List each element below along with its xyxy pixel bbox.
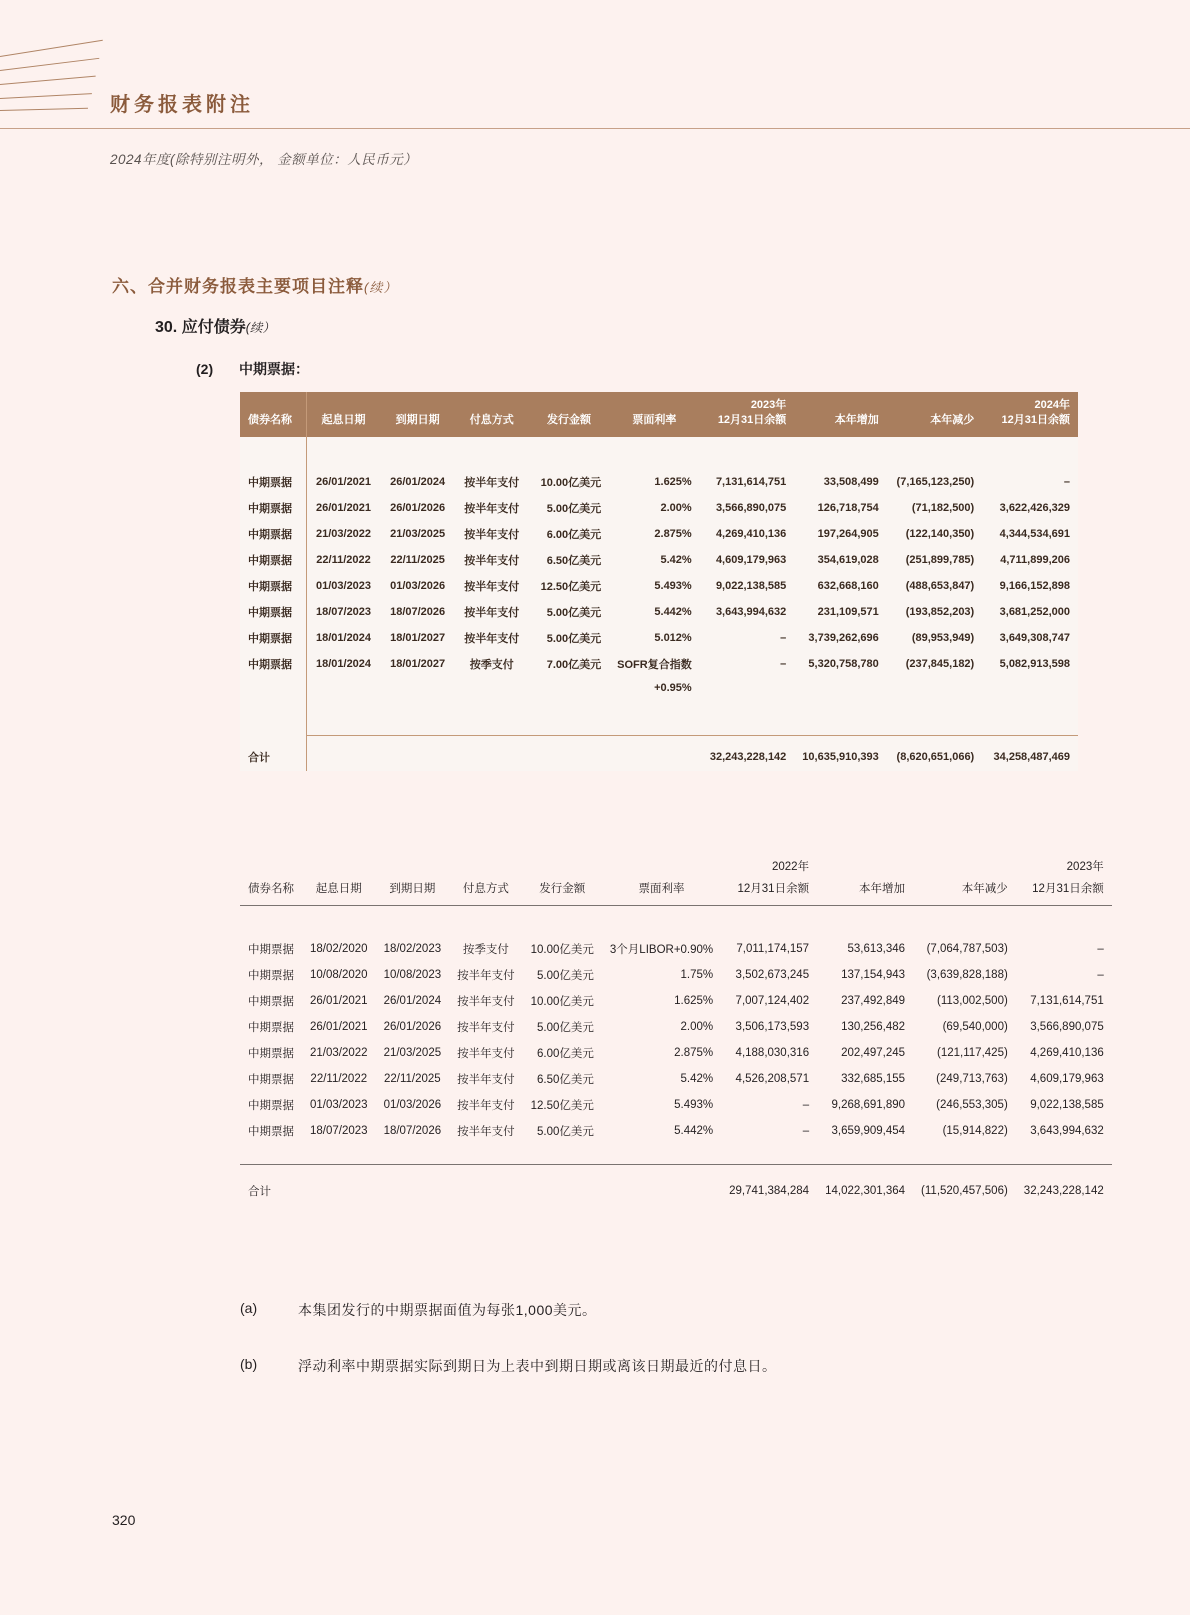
table-row	[240, 469, 1078, 495]
t2-r5-name: 中期票据	[248, 1074, 294, 1087]
item-number: (2)	[196, 361, 214, 377]
footnote-b-text: 浮动利率中期票据实际到期日为上表中到期日期或离该日期最近的付息日。	[298, 1358, 777, 1374]
medium-term-notes-table-2023	[240, 855, 1112, 1204]
t2-r7-open: –	[802, 1125, 810, 1138]
t1-r3-rate: 5.42%	[660, 553, 692, 566]
t2-header-name: 债券名称	[240, 877, 302, 906]
table-row	[240, 1092, 1112, 1118]
t1-r2-open: 4,269,410,136	[715, 527, 787, 540]
t2-r3-method: 按半年支付	[457, 1022, 515, 1035]
t1-r1-amount: 5.00亿美元	[546, 502, 602, 515]
t2-r7-amount: 5.00亿美元	[537, 1126, 594, 1139]
t1-r0-inc: 33,508,499	[823, 475, 879, 488]
t2-spacer-row	[240, 906, 1112, 937]
item-heading	[196, 359, 309, 379]
t2-r2-name: 中期票据	[248, 996, 294, 1009]
t1-r5-method: 按半年支付	[464, 606, 520, 619]
t2-header-increase: 本年增加	[817, 877, 913, 906]
t2-r3-rate: 2.00%	[680, 1021, 714, 1034]
t1-r5-amount: 5.00亿美元	[546, 606, 602, 619]
medium-term-notes-table-2023-wrapper	[240, 855, 1104, 1204]
t1-r0-open: 7,131,614,751	[715, 475, 787, 488]
t2-header-close-year: 2023年	[1066, 861, 1104, 873]
table-row	[240, 988, 1112, 1014]
t1-r3-inc: 354,619,028	[817, 553, 879, 566]
t2-r6-method: 按半年支付	[457, 1100, 515, 1113]
t1-r4-start: 01/03/2023	[315, 579, 372, 592]
t1-total-open: 32,243,228,142	[700, 735, 795, 771]
medium-term-notes-table-2024-wrapper	[240, 392, 1078, 771]
t1-r1-rate: 2.00%	[660, 501, 692, 514]
t2-r5-method: 按半年支付	[457, 1074, 515, 1087]
t2-r6-amount: 12.50亿美元	[530, 1100, 594, 1113]
t1-r1-due: 26/01/2026	[390, 501, 446, 514]
t2-r0-amount: 10.00亿美元	[530, 944, 594, 957]
t1-header-decrease: 本年减少	[887, 392, 982, 437]
t1-r4-inc: 632,668,160	[817, 579, 879, 592]
t2-r4-rate: 2.875%	[674, 1047, 714, 1060]
table-row	[240, 1040, 1112, 1066]
footnotes	[240, 1300, 1100, 1412]
t2-r1-inc: 137,154,943	[841, 969, 906, 982]
t2-r4-dec: (121,117,425)	[937, 1047, 1008, 1060]
t1-r6-open: –	[780, 631, 787, 644]
t1-r5-inc: 231,109,571	[817, 605, 879, 618]
t2-r0-open: 7,011,174,157	[736, 943, 810, 956]
t2-r0-method: 按季支付	[462, 944, 509, 957]
t2-r1-open: 3,502,673,245	[735, 969, 810, 982]
subsection-number: 30.	[155, 319, 178, 336]
subsection-text: 应付债券	[181, 319, 246, 336]
table-row	[240, 651, 1078, 677]
t2-r7-due: 18/07/2026	[383, 1125, 442, 1138]
t2-r2-dec: (113,002,500)	[937, 995, 1008, 1008]
t2-header-issue-amount: 发行金额	[523, 877, 602, 906]
t2-r0-close: –	[1097, 943, 1104, 956]
t2-r2-due: 26/01/2024	[383, 995, 442, 1008]
t2-r4-amount: 6.00亿美元	[537, 1048, 594, 1061]
subsection-heading	[155, 314, 275, 337]
t1-r1-method: 按半年支付	[464, 502, 520, 515]
t1-r0-name: 中期票据	[240, 469, 306, 495]
t2-r0-start: 18/02/2020	[310, 943, 368, 956]
t1-r3-close: 4,711,899,206	[1000, 553, 1070, 566]
t2-r5-due: 22/11/2025	[383, 1073, 441, 1086]
t1-header-increase: 本年增加	[794, 392, 886, 437]
t1-r0-close: –	[1063, 475, 1070, 488]
t2-r4-name: 中期票据	[248, 1048, 294, 1061]
t1-header-issue-amount: 发行金额	[529, 392, 609, 437]
t1-r1-close: 3,622,426,329	[999, 501, 1070, 514]
t2-r5-rate: 5.42%	[680, 1073, 714, 1086]
t2-total-dec: (11,520,457,506)	[921, 1185, 1008, 1198]
t1-r6-amount: 5.00亿美元	[546, 632, 602, 645]
t2-header-coupon-rate: 票面利率	[602, 877, 721, 906]
t2-total-open: 29,741,384,284	[729, 1185, 810, 1198]
t2-header-close-date: 12月31日余额	[1016, 877, 1112, 906]
table-row	[240, 495, 1078, 521]
t2-r2-inc: 237,492,849	[841, 995, 906, 1008]
t2-header-interest-method: 付息方式	[449, 877, 523, 906]
page-number: 320	[112, 1512, 136, 1528]
table-row	[240, 599, 1078, 625]
t2-r3-name: 中期票据	[248, 1022, 294, 1035]
page-title: 财务报表附注	[110, 94, 254, 116]
t2-r6-close: 9,022,138,585	[1030, 1099, 1104, 1112]
t1-r7-dec: (237,845,182)	[905, 657, 975, 670]
t1-r0-amount: 10.00亿美元	[540, 476, 602, 489]
t1-r3-open: 4,609,179,963	[715, 553, 787, 566]
t2-header-due-date: 到期日期	[376, 877, 450, 906]
t2-r0-dec: (7,064,787,503)	[926, 943, 1008, 956]
t1-total-dec: (8,620,651,066)	[887, 735, 982, 771]
table-row	[240, 1066, 1112, 1092]
t2-r5-close: 4,609,179,963	[1030, 1073, 1104, 1086]
table-row	[240, 547, 1078, 573]
t1-r4-rate: 5.493%	[654, 579, 692, 592]
t1-header-close-year: 2024年	[1034, 399, 1070, 411]
t2-r7-method: 按半年支付	[457, 1126, 515, 1139]
footnote-a-label: (a)	[240, 1300, 258, 1316]
t1-r5-close: 3,681,252,000	[999, 605, 1070, 618]
header-subtitle: 2024年度(除特别注明外， 金额单位：人民币元）	[110, 152, 418, 167]
decorative-corner-lines	[0, 40, 110, 120]
t2-r6-dec: (246,553,305)	[936, 1099, 1008, 1112]
item-label: 中期票据：	[239, 361, 310, 377]
t2-r2-start: 26/01/2021	[310, 995, 368, 1008]
table-row	[240, 1014, 1112, 1040]
t2-r5-open: 4,526,208,571	[735, 1073, 810, 1086]
t1-r7-open: –	[780, 657, 787, 670]
t1-r4-due: 01/03/2026	[390, 579, 446, 592]
t1-r5-open: 3,643,994,632	[715, 605, 787, 618]
t1-r2-method: 按半年支付	[464, 528, 520, 541]
table-row	[240, 625, 1078, 651]
t1-r7-inc: 5,320,758,780	[808, 657, 879, 670]
t1-r0-dec: (7,165,123,250)	[896, 475, 975, 488]
t1-header-name: 债券名称	[240, 392, 306, 437]
t2-r3-amount: 5.00亿美元	[537, 1022, 594, 1035]
t2-r7-close: 3,643,994,632	[1030, 1125, 1104, 1138]
t1-header-open-date: 12月31日余额	[717, 413, 787, 426]
t1-header-close-balance	[982, 392, 1078, 437]
footnote-a	[240, 1300, 1100, 1320]
t1-r7-start: 18/01/2024	[315, 657, 372, 670]
t2-total-label: 合计	[248, 1186, 271, 1199]
t1-header-interest-method: 付息方式	[455, 392, 529, 437]
t2-r6-name: 中期票据	[248, 1100, 294, 1113]
t1-total-inc: 10,635,910,393	[794, 735, 886, 771]
t1-r4-name: 中期票据	[240, 573, 306, 599]
t1-r2-inc: 197,264,905	[817, 527, 879, 540]
t2-r7-rate: 5.442%	[674, 1125, 714, 1138]
t2-r5-dec: (249,713,763)	[936, 1073, 1008, 1086]
table-row	[240, 936, 1112, 962]
t2-header-open-date: 12月31日余额	[721, 877, 817, 906]
t1-header-start-date: 起息日期	[306, 392, 381, 437]
t2-r0-name: 中期票据	[248, 944, 294, 957]
medium-term-notes-table-2024	[240, 392, 1078, 771]
footnote-b	[240, 1356, 1100, 1376]
t1-r2-close: 4,344,534,691	[999, 527, 1070, 540]
t2-r4-method: 按半年支付	[457, 1048, 515, 1061]
t1-r4-open: 9,022,138,585	[715, 579, 787, 592]
t2-r6-start: 01/03/2023	[310, 1099, 368, 1112]
header-divider	[0, 128, 1190, 129]
t2-r3-dec: (69,540,000)	[942, 1021, 1008, 1034]
t1-r3-due: 22/11/2025	[390, 553, 445, 566]
t2-r5-start: 22/11/2022	[310, 1073, 368, 1086]
footnote-b-label: (b)	[240, 1356, 258, 1372]
t2-r3-start: 26/01/2021	[310, 1021, 368, 1034]
t1-r2-start: 21/03/2022	[315, 527, 372, 540]
t2-r2-open: 7,007,124,402	[735, 995, 810, 1008]
t1-header-open-year: 2023年	[750, 399, 787, 411]
t2-r4-due: 21/03/2025	[383, 1047, 442, 1060]
t1-r2-name: 中期票据	[240, 521, 306, 547]
t2-r6-rate: 5.493%	[674, 1099, 714, 1112]
t1-total-close: 34,258,487,469	[982, 735, 1078, 771]
t2-header-start-date: 起息日期	[302, 877, 376, 906]
t1-r4-method: 按半年支付	[464, 580, 520, 593]
t1-header-close-date: 12月31日余额	[1001, 413, 1070, 426]
t2-r1-amount: 5.00亿美元	[537, 970, 594, 983]
table-row	[240, 573, 1078, 599]
t2-r5-amount: 6.50亿美元	[537, 1074, 594, 1087]
t2-r4-inc: 202,497,245	[841, 1047, 906, 1060]
t2-r2-rate: 1.625%	[674, 995, 714, 1008]
t1-r2-due: 21/03/2025	[390, 527, 446, 540]
t2-r6-inc: 9,268,691,890	[831, 1099, 906, 1112]
t1-r3-name: 中期票据	[240, 547, 306, 573]
t2-r6-due: 01/03/2026	[383, 1099, 442, 1112]
t1-r6-close: 3,649,308,747	[999, 631, 1070, 644]
t1-total-row	[240, 735, 1078, 771]
t1-r5-due: 18/07/2026	[390, 605, 446, 618]
t2-r0-rate: 3个月LIBOR+0.90%	[609, 944, 714, 957]
t1-r5-start: 18/07/2023	[315, 605, 372, 618]
t1-r6-inc: 3,739,262,696	[808, 631, 879, 644]
t2-r1-start: 10/08/2020	[310, 969, 368, 982]
t1-r6-start: 18/01/2024	[315, 631, 372, 644]
t1-r7-name: 中期票据	[240, 651, 306, 677]
t2-r0-inc: 53,613,346	[847, 943, 906, 956]
t1-r2-amount: 6.00亿美元	[546, 528, 602, 541]
t2-r1-due: 10/08/2023	[383, 969, 442, 982]
t1-r6-method: 按半年支付	[464, 632, 520, 645]
t2-r2-method: 按半年支付	[457, 996, 515, 1009]
t2-total-row	[240, 1165, 1112, 1205]
t2-total-inc: 14,022,301,364	[825, 1185, 906, 1198]
t1-r7-close: 5,082,913,598	[999, 657, 1070, 670]
t2-r7-inc: 3,659,909,454	[831, 1125, 906, 1138]
t2-bottom-rule	[240, 1144, 1112, 1165]
t2-r3-open: 3,506,173,593	[735, 1021, 810, 1034]
t1-r1-name: 中期票据	[240, 495, 306, 521]
t2-r4-close: 4,269,410,136	[1030, 1047, 1104, 1060]
t1-r7-method: 按季支付	[469, 658, 514, 671]
t1-spacer-row	[240, 437, 1078, 469]
t2-r3-close: 3,566,890,075	[1030, 1021, 1104, 1034]
t2-header-open-year: 2022年	[772, 861, 810, 873]
t1-r2-rate: 2.875%	[654, 527, 692, 540]
footnote-a-text: 本集团发行的中期票据面值为每张1,000美元。	[298, 1302, 597, 1318]
t1-r3-amount: 6.50亿美元	[546, 554, 602, 567]
section-heading	[112, 272, 397, 297]
t1-r3-dec: (251,899,785)	[905, 553, 975, 566]
t1-total-label: 合计	[240, 735, 306, 771]
t1-r1-open: 3,566,890,075	[715, 501, 787, 514]
t2-r5-inc: 332,685,155	[841, 1073, 906, 1086]
t1-r0-rate: 1.625%	[654, 475, 692, 488]
t1-r0-due: 26/01/2024	[390, 475, 446, 488]
t2-r6-open: –	[802, 1099, 810, 1112]
t1-r0-start: 26/01/2021	[315, 475, 372, 488]
t1-header-open-balance	[700, 392, 795, 437]
t1-gap-row	[240, 699, 1078, 736]
t1-r7-amount: 7.00亿美元	[546, 658, 602, 671]
t2-r1-method: 按半年支付	[457, 970, 515, 983]
t2-r3-inc: 130,256,482	[841, 1021, 906, 1034]
t1-r4-dec: (488,653,847)	[905, 579, 975, 592]
t1-r7-due: 18/01/2027	[390, 657, 446, 670]
t1-r3-method: 按半年支付	[464, 554, 520, 567]
table-row	[240, 1118, 1112, 1144]
t1-r4-amount: 12.50亿美元	[540, 580, 602, 593]
t1-r6-due: 18/01/2027	[390, 631, 446, 644]
t2-header-decrease: 本年减少	[913, 877, 1016, 906]
t1-r4-close: 9,166,152,898	[999, 579, 1070, 592]
t1-r7-rate: SOFR复合指数	[617, 658, 692, 671]
t1-r5-rate: 5.442%	[654, 605, 692, 618]
section-heading-text: 六、合并财务报表主要项目注释	[112, 277, 364, 296]
t2-r1-rate: 1.75%	[680, 969, 714, 982]
table-row-continuation	[240, 677, 1078, 699]
t2-r2-close: 7,131,614,751	[1030, 995, 1104, 1008]
t1-r1-start: 26/01/2021	[315, 501, 372, 514]
t2-r1-dec: (3,639,828,188)	[926, 969, 1008, 982]
t1-r5-dec: (193,852,203)	[905, 605, 975, 618]
t2-total-close: 32,243,228,142	[1023, 1185, 1104, 1198]
t2-r4-open: 4,188,030,316	[735, 1047, 810, 1060]
subsection-suffix: (续）	[245, 321, 275, 335]
t1-header-due-date: 到期日期	[381, 392, 455, 437]
t2-r3-due: 26/01/2026	[383, 1021, 442, 1034]
t2-r7-name: 中期票据	[248, 1126, 294, 1139]
t2-r1-close: –	[1097, 969, 1104, 982]
t1-r7-rate2: +0.95%	[654, 681, 692, 694]
t1-r1-dec: (71,182,500)	[911, 501, 975, 514]
t2-r1-name: 中期票据	[248, 970, 294, 983]
t2-r7-dec: (15,914,822)	[942, 1125, 1008, 1138]
t1-r5-name: 中期票据	[240, 599, 306, 625]
t2-r4-start: 21/03/2022	[310, 1047, 368, 1060]
t1-r6-rate: 5.012%	[654, 631, 692, 644]
t1-r6-dec: (89,953,949)	[911, 631, 975, 644]
t2-r0-due: 18/02/2023	[383, 943, 442, 956]
table-row	[240, 962, 1112, 988]
t1-header-coupon-rate: 票面利率	[609, 392, 700, 437]
t1-r2-dec: (122,140,350)	[905, 527, 975, 540]
t2-r2-amount: 10.00亿美元	[530, 996, 594, 1009]
table-row	[240, 521, 1078, 547]
t1-r1-inc: 126,718,754	[817, 501, 879, 514]
t1-r0-method: 按半年支付	[464, 476, 520, 489]
section-heading-suffix: (续）	[364, 280, 398, 295]
t1-r6-name: 中期票据	[240, 625, 306, 651]
t1-r3-start: 22/11/2022	[316, 553, 371, 566]
t2-r7-start: 18/07/2023	[310, 1125, 368, 1138]
